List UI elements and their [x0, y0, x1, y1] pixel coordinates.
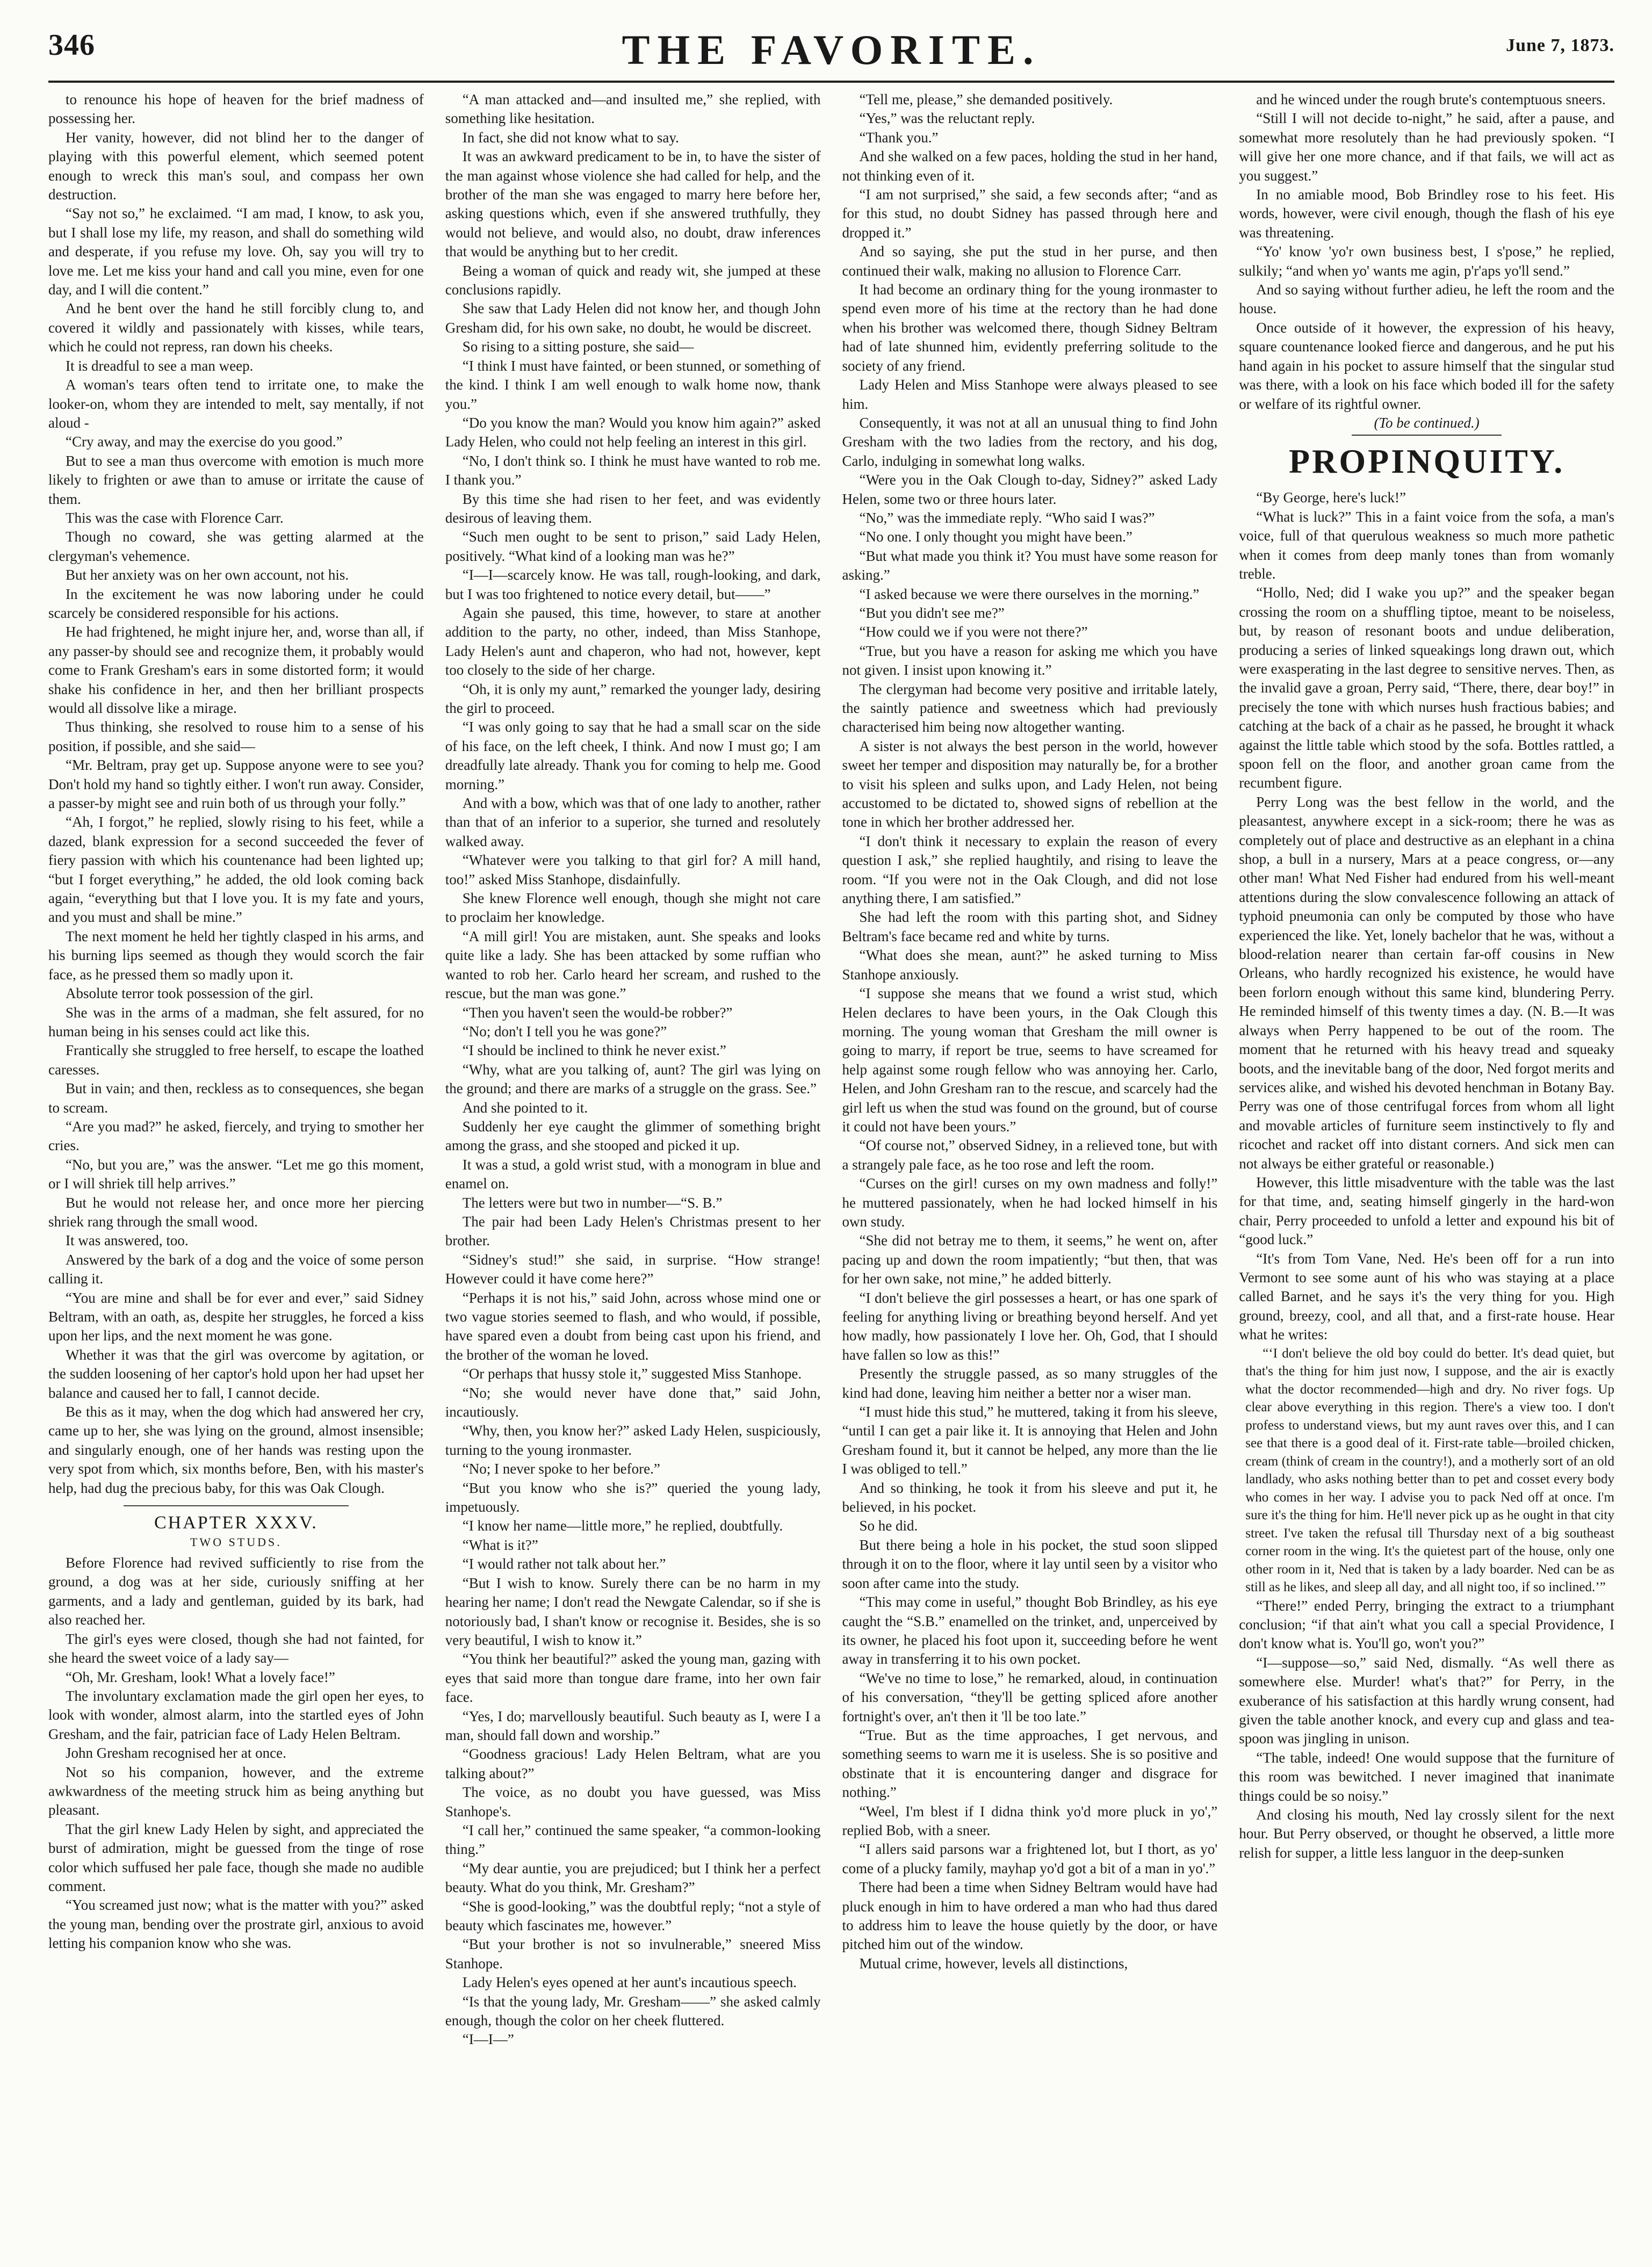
paragraph: By this time she had risen to her feet, and was evidently desirous of leaving them. [445, 490, 821, 526]
paragraph: “Ah, I forgot,” he replied, slowly rising to his feet, while a dazed, blank expression for a second succeeded the fever of fiery passion with which his countenance had been lighted up; “but I forget everything,” he added, the old look coming back again, “everything but that I love you. It is my fate and yours, and you must and shall be mine.” [48, 814, 424, 926]
paragraph: Frantically she struggled to free herself, to escape the loathed caresses. [48, 1042, 424, 1078]
paragraph: “I allers said parsons war a frightened lot, but I thort, as yo' come of a plucky family, mayhap yo'd got a bit of a man in yo'.” [842, 1841, 1218, 1876]
paragraph: “Tell me, please,” she demanded positively. [859, 91, 1113, 107]
paragraph: But to see a man thus overcome with emotion is much more likely to frighten or awe than to amuse or irritate the cause of them. [48, 452, 424, 507]
paragraph: “Why, what are you talking of, aunt? The girl was lying on the ground; and there are marks of a struggle on the grass. See.” [445, 1061, 821, 1097]
paragraph: The voice, as no doubt you have guessed, was Miss Stanhope's. [445, 1784, 821, 1820]
paragraph: “Mr. Beltram, pray get up. Suppose anyone were to see you? Don't hold my hand so tightly either. I won't run away. Consider, a passer-by might see and ruin both of us through your folly.” [48, 757, 424, 812]
chapter-title: CHAPTER XXXV. [154, 1513, 318, 1533]
paragraph: “A man attacked and—and insulted me,” she replied, with something like hesitation. [445, 91, 821, 127]
paragraph: “I was only going to say that he had a small scar on the side of his face, on the left cheek, I think. And now I must go; I am dreadfully late already. Thank you for coming to help me. Good morning.” [445, 719, 821, 792]
paragraph: And he bent over the hand he still forcibly clung to, and covered it wildly and passionately with kisses, while tears, which he could not repress, ran down his cheeks. [48, 300, 424, 355]
paragraph: “I call her,” continued the same speaker, “a common-looking thing.” [445, 1822, 821, 1858]
paragraph: Absolute terror took possession of the girl. [66, 985, 314, 1002]
paragraph: “I think I must have fainted, or been stunned, or something of the kind. I think I am well enough to walk home now, thank you.” [445, 357, 821, 412]
paragraph: “True, but you have a reason for asking me which you have not given. I insist upon knowing it.” [842, 642, 1218, 678]
column-2-text [445, 90, 821, 2049]
paragraph: “Yo' know 'yo'r own business best, I s'pose,” he replied, sulkily; “and when yo' wants me agin, p'r'aps yo'll send.” [1239, 243, 1614, 279]
paragraph: But he would not release her, and once more her piercing shriek rang through the small wood. [48, 1194, 424, 1230]
paragraph: “But you know who she is?” queried the young lady, impetuously. [445, 1479, 821, 1515]
paragraph: “This may come in useful,” thought Bob Brindley, as his eye caught the “S.B.” enamelled on the trinket, and, unperceived by its owner, he placed his foot upon it, succeeding before he went away in transferring it to his own pocket. [842, 1594, 1218, 1667]
paragraph: “You think her beautiful?” asked the young man, gazing with eyes that said more than tongue dare frame, into her own fair face. [445, 1651, 821, 1706]
issue-date: June 7, 1873. [1506, 35, 1614, 55]
paragraph: “Is that the young lady, Mr. Gresham——” she asked calmly enough, though the color on her cheek fluttered. [445, 1993, 821, 2029]
paragraph: Answered by the bark of a dog and the voice of some person calling it. [48, 1251, 424, 1287]
paragraph: He had frightened, he might injure her, and, worse than all, if any passer-by should see and recognize them, it probably would come to Frank Gresham's ears in some distorted form; it would shake his confidence in her, and then her brilliant prospects would all dissolve like a mirage. [48, 624, 424, 716]
paragraph: But her anxiety was on her own account, not his. [66, 567, 349, 583]
letter-paragraph: “‘I don't believe the old boy could do better. It's dead quiet, but that's the thing for him just now, I suppose, and the air is exactly what the doctor recommended—high and dry. No river fogs. Up clear above everything in this region. There's a view too. I don't profess to understand views, but my aunt raves over this, and I can see that there is a good deal of it. First-rate table—broiled chicken, cream (think of cream in the country!), and a motherly sort of an old landlady, who asks nothing better than to pet and cosset every body who comes in her way. I advise you to pack Ned off at once. I'm sure it's the thing for him. He'll never pick up as he ought in that city street. I've taken the refusal till Thursday next of a big southeast corner room in the wing. It's the quietest part of the house, only one other room in it, Ned that is taken by a lady boarder. Ned can be as still as he likes, and sleep all day, and all night too, if so inclined.’” [1245, 1346, 1614, 1595]
paragraph: “No; I never spoke to her before.” [462, 1461, 660, 1477]
paragraph: It is dreadful to see a man weep. [66, 357, 254, 374]
paragraph: In fact, she did not know what to say. [462, 129, 679, 146]
paragraph: And so thinking, he took it from his sleeve and put it, he believed, in his pocket. [842, 1479, 1218, 1515]
paragraph: “I—suppose—so,” said Ned, dismally. “As well there as somewhere else. Murder! what's that?” for Perry, in the exuberance of his satisfaction at this hardly wrung consent, had given the table another knock, and every cup and glass and tea-spoon was jingling in unison. [1239, 1654, 1614, 1747]
paragraph: “Say not so,” he exclaimed. “I am mad, I know, to ask you, but I shall lose my life, my reason, and shall do something wild and desperate, if you refuse my love. Oh, say you will try to love me. Let me kiss your hand and call you mine, even for one day, and I will die content.” [48, 205, 424, 298]
page-number: 346 [48, 28, 95, 62]
paragraph: “But what made you think it? You must have some reason for asking.” [842, 547, 1218, 583]
paragraph: “No, I don't think so. I think he must have wanted to rob me. I thank you.” [445, 452, 821, 488]
paragraph: “No,” was the immediate reply. “Who said I was?” [859, 509, 1155, 526]
paragraph: She was in the arms of a madman, she felt assured, for no human being in his senses could act like this. [48, 1004, 424, 1039]
paragraph: “I—I—” [462, 2031, 514, 2048]
paragraph: Thus thinking, she resolved to rouse him to a sense of his position, if possible, and she said— [48, 719, 424, 754]
paragraph: “Then you haven't seen the would-be robber?” [462, 1004, 733, 1021]
column-4 [1239, 90, 1614, 2250]
paragraph: The involuntary exclamation made the girl open her eyes, to look with wonder, almost alarm, into the startled eyes of John Gresham, and the fair, patrician face of Lady Helen Beltram. [48, 1687, 424, 1742]
paragraph: “But I wish to know. Surely there can be no harm in my hearing her name; I don't read the Newgate Calendar, so if she is notoriously bad, I shan't know or recognise it. Besides, she is so very beautiful, I wish to know it.” [445, 1575, 821, 1648]
paragraph: “Curses on the girl! curses on my own madness and folly!” he muttered passionately, when he had locked himself in his own study. [842, 1175, 1218, 1230]
paragraph: “Still I will not decide to-night,” he said, after a pause, and somewhat more resolutely than he had previously spoken. “I will give her one more chance, and if that fails, we will act as you suggest.” [1239, 110, 1614, 184]
paragraph: And with a bow, which was that of one lady to another, rather than that of an inferior to a superior, she turned and resolutely walked away. [445, 795, 821, 849]
paragraph: “I asked because we were there ourselves in the morning.” [859, 586, 1200, 602]
paragraph: Being a woman of quick and ready wit, she jumped at these conclusions rapidly. [445, 262, 821, 298]
paragraph: Mutual crime, however, levels all distinctions, [859, 1955, 1128, 1972]
paragraph: So he did. [859, 1518, 918, 1534]
paragraph: “Yes,” was the reluctant reply. [859, 110, 1035, 127]
paragraph: “Yes, I do; marvellously beautiful. Such beauty as I, were I a man, should fall down and worship.” [445, 1708, 821, 1743]
story-title: PROPINQUITY. [1289, 442, 1565, 481]
paragraph: Before Florence had revived sufficiently to rise from the ground, a dog was at her side, curiously sniffing at her garments, and a lady and gentleman, guided by its bark, had also reached her. [48, 1555, 424, 1628]
paragraph: “I suppose she means that we found a wrist stud, which Helen declares to have been yours, in the Oak Clough this morning. The young woman that Gresham the mill owner is going to marry, if report be true, seems to have screamed for help against some rough fellow who was annoying her. Carlo, Helen, and John Gresham ran to the rescue, and scarcely had the girl left us when the stud was found on the ground, but of course it could not have been yours.” [842, 985, 1218, 1135]
paragraph: Again she paused, this time, however, to stare at another addition to the party, no other, indeed, than Miss Stanhope, Lady Helen's aunt and chaperon, who had not, however, kept too closely to the side of her charge. [445, 604, 821, 678]
newspaper-title: THE FAVORITE. [622, 26, 1041, 73]
paragraph: “Or perhaps that hussy stole it,” suggested Miss Stanhope. [462, 1366, 802, 1382]
paragraph: and he winced under the rough brute's contemptuous sneers. [1256, 91, 1606, 107]
paragraph: In no amiable mood, Bob Brindley rose to his feet. His words, however, were civil enough, though the flash of his eye was threatening. [1239, 186, 1614, 241]
paragraph: “No; don't I tell you he was gone?” [462, 1023, 667, 1039]
paragraph: Her vanity, however, did not blind her to the danger of playing with this powerful element, which seemed potent enough to wreck this man's soul, and compass her own destruction. [48, 129, 424, 203]
paragraph: Presently the struggle passed, as so many struggles of the kind had done, leaving him neither a better nor a wiser man. [842, 1366, 1218, 1401]
paragraph: “Such men ought to be sent to prison,” said Lady Helen, positively. “What kind of a looking man was he?” [445, 529, 821, 564]
paragraph: “No, but you are,” was the answer. “Let me go this moment, or I will shriek till help arrives.” [48, 1156, 424, 1192]
paragraph: “What does she mean, aunt?” he asked turning to Miss Stanhope anxiously. [842, 947, 1218, 983]
paragraph: “Why, then, you know her?” asked Lady Helen, suspiciously, turning to the young ironmaster. [445, 1423, 821, 1458]
paragraph: A sister is not always the best person in the world, however sweet her temper and disposition may naturally be, for a brother to visit his spleen and sulks upon, and Lady Helen, not being accustomed to be dictated to, showed signs of rebellion at the tone in which her brother addressed her. [842, 738, 1218, 831]
chapter-subtitle: TWO STUDS. [190, 1535, 282, 1549]
paragraph: Suddenly her eye caught the glimmer of something bright among the grass, and she stooped and picked it up. [445, 1118, 821, 1154]
paragraph: “Goodness gracious! Lady Helen Beltram, what are you talking about?” [445, 1746, 821, 1781]
paragraph: “Sidney's stud!” she said, in surprise. “How strange! However could it have come here?” [445, 1251, 821, 1287]
to-be-continued-note: (To be continued.) [1374, 414, 1480, 431]
paragraph: Once outside of it however, the expression of his heavy, square countenance looked fierce and dangerous, and he put his hand again in his pocket to assure himself that the singular stud was there, with a look on his face which boded ill for the safety or welfare of its rightful owner. [1239, 319, 1614, 412]
paragraph: “Of course not,” observed Sidney, in a relieved tone, but with a strangely pale face, as he too rose and left the room. [842, 1137, 1218, 1173]
paragraph: And closing his mouth, Ned lay crossly silent for the next hour. But Perry observed, or thought he observed, a little more relish for supper, a little less languor in the deep-sunken [1239, 1807, 1614, 1861]
paragraph: “No one. I only thought you might have been.” [859, 529, 1132, 545]
story-continuation [48, 90, 424, 1498]
paragraph: “I must hide this stud,” he muttered, taking it from his sleeve, “until I can get a pair like it. It is annoying that Helen and John Gresham found it, but it cannot be helped, any more than the lie I was obliged to tell.” [842, 1404, 1218, 1477]
paragraph: She knew Florence well enough, though she might not care to proclaim her knowledge. [445, 890, 821, 926]
paragraph: It was an awkward predicament to be in, to have the sister of the man against whose violence she had called for help, and the brother of the man she was engaged to marry here before her, asking questions which, even if she answered truthfully, they would not believe, and would also, no doubt, draw inferences that would be anything but to her credit. [445, 148, 821, 260]
paragraph: There had been a time when Sidney Beltram would have had pluck enough in him to have ordered a man who had thus dared to address him to leave the house quietly by the door, or have pitched him out of the window. [842, 1879, 1218, 1953]
paragraph: “I should be inclined to think he never exist.” [462, 1042, 726, 1059]
chapter-rule [124, 1505, 349, 1506]
paragraph: “I don't believe the girl possesses a heart, or has one spark of feeling for anything living or breathing beyond herself. And yet how madly, how passionately I love her. Oh, God, that I should have fallen so low as this!” [842, 1289, 1218, 1363]
paragraph: Though no coward, she was getting alarmed at the clergyman's vehemence. [48, 529, 424, 564]
paragraph: “Oh, it is only my aunt,” remarked the younger lady, desiring the girl to proceed. [445, 681, 821, 716]
paragraph: “How could we if you were not there?” [859, 624, 1088, 640]
paragraph: “Hollo, Ned; did I wake you up?” and the speaker began crossing the room on a shuffling tiptoe, meant to be noiseless, but, by reason of resonant boots and undue deliberation, producing a series of linked squeakings long drawn out, which were exasperating in the last degree to sensitive nerves. Then, as the invalid gave a groan, Perry said, “There, there, dear boy!” in precisely the tone with which nurses hush fractious babies; and catching at the back of a chair as he passed, he brought it whack against the little table which stood by the sofa. Bottles rattled, a spoon fell on the floor, and another groan came from the recumbent figure. [1239, 584, 1614, 791]
paragraph: “My dear auntie, you are prejudiced; but I think her a perfect beauty. What do you think, Mr. Gresham?” [445, 1860, 821, 1896]
paragraph: “You are mine and shall be for ever and ever,” said Sidney Beltram, with an oath, as, despite her struggles, he forced a kiss upon her lips, and the next moment he was gone. [48, 1289, 424, 1344]
paragraph: But in vain; and then, reckless as to consequences, she began to scream. [48, 1080, 424, 1116]
paragraph: “I don't think it necessary to explain the reason of every question I ask,” she replied haughtily, and rising to leave the room. “If you were not in the Oak Clough, and did not lose anything there, I am satisfied.” [842, 833, 1218, 907]
story-text-continued [1239, 1597, 1614, 1863]
paragraph: And she pointed to it. [462, 1099, 588, 1116]
paragraph: And she walked on a few paces, holding the stud in her hand, not thinking even of it. [842, 148, 1218, 184]
paragraph: Whether it was that the girl was overcome by agitation, or the sudden loosening of her captor's hold upon her had upset her balance and caused her to fall, I cannot decide. [48, 1346, 424, 1401]
paragraph: And so saying, she put the stud in her purse, and then continued their walk, making no allusion to Florence Carr. [842, 243, 1218, 279]
paragraph: “I am not surprised,” she said, a few seconds after; “and as for this stud, no doubt Sidney has passed through here and dropped it.” [842, 186, 1218, 241]
paragraph: That the girl knew Lady Helen by sight, and appreciated the burst of admiration, might be guessed from the tinge of rose color which suffused her pale face, though she made no audible comment. [48, 1821, 424, 1894]
paragraph: But there being a hole in his pocket, the stud soon slipped through it on to the floor, where it lay until seen by a visitor who soon after came into the study. [842, 1536, 1218, 1591]
paragraph: The letters were but two in number—“S. B.” [462, 1194, 723, 1211]
paragraph: It was a stud, a gold wrist stud, with a monogram in blue and enamel on. [445, 1156, 821, 1192]
masthead [48, 26, 1614, 73]
paragraph: The pair had been Lady Helen's Christmas present to her brother. [445, 1213, 821, 1249]
paragraph: “By George, here's luck!” [1256, 489, 1406, 506]
column-3-text [842, 90, 1218, 1973]
column-1 [48, 90, 424, 2250]
paragraph: The next moment he held her tightly clasped in his arms, and his burning lips seemed as though they would scorch the fair face, as he pressed them so madly upon it. [48, 928, 424, 983]
paragraph: However, this little misadventure with the table was the last for that time, and, seating himself gingerly in the hard-won chair, Perry proceeded to unfold a letter and expound his bit of “good luck.” [1239, 1174, 1614, 1248]
paragraph: “What is it?” [462, 1536, 538, 1553]
paragraph: “But you didn't see me?” [859, 604, 1005, 621]
paragraph: Not so his companion, however, and the extreme awkwardness of the meeting struck him as being anything but pleasant. [48, 1764, 424, 1818]
paragraph: So rising to a sitting posture, she said— [462, 338, 694, 355]
paragraph: to renounce his hope of heaven for the brief madness of possessing her. [48, 91, 424, 127]
story-rule [1352, 435, 1502, 436]
paragraph: And so saying without further adieu, he left the room and the house. [1239, 281, 1614, 317]
paragraph: “Oh, Mr. Gresham, look! What a lovely face!” [66, 1669, 335, 1685]
paragraph: It had become an ordinary thing for the young ironmaster to spend even more of his time at the rectory than he had done when his brother was welcomed there, though Sidney Beltram had of late shunned him, evidently preferring solitude to the society of any friend. [842, 281, 1218, 374]
paragraph: “Do you know the man? Would you know him again?” asked Lady Helen, who could not help feeling an interest in this girl. [445, 414, 821, 450]
paragraph: “Were you in the Oak Clough to-day, Sidney?” asked Lady Helen, some two or three hours later. [842, 472, 1218, 507]
paragraph: “I—I—scarcely know. He was tall, rough-looking, and dark, but I was too frightened to notice every detail, but——” [445, 567, 821, 602]
paragraph: “We've no time to lose,” he remarked, aloud, in continuation of his conversation, “they'll be getting spliced afore another fortnight's over, an't then it 'll be too late.” [842, 1670, 1218, 1724]
paragraph: The girl's eyes were closed, though she had not fainted, for she heard the sweet voice of a lady say— [48, 1630, 424, 1666]
column-2 [445, 90, 821, 2250]
chapter-heading [48, 1505, 424, 1550]
column-4-text [1239, 90, 1614, 414]
paragraph: “Thank you.” [859, 129, 939, 146]
paragraph: Perry Long was the best fellow in the world, and the pleasantest, anywhere except in a sick-room; there he was as completely out of place and destructive as an elephant in a china shop, a bull in a nursery, Mars at a peace congress, or—any other man! What Ned Fisher had endured from his well-meant attentions during the slow convalescence following an attack of typhoid pneumonia can only be computed by those who have experienced the like. Yet, lonely bachelor that he was, without a blood-relation nearer than certain far-off cousins in New Orleans, who hardly recognized his existence, he would have been forlorn enough without this same kind, blundering Perry. He reminded himself of this twenty times a day. (N. B.—It was always when Perry happened to be out of the room. The moment that he returned with his heavy tread and squeaky boots, and the inevitable bang of the door, Ned forgot merits and services alike, and wished his devoted henchman in Botany Bay. Perry was one of those centrifugal forces from whom all light and movable articles of furniture seem instinctively to fly and ricochet and racket off into distant corners. And sick men can not always be either grateful or reasonable.) [1239, 793, 1614, 1172]
paragraph: “She is good-looking,” was the doubtful reply; “not a style of beauty which fascinates me, however.” [445, 1898, 821, 1933]
chapter-text [48, 1554, 424, 1953]
column-3 [842, 90, 1218, 2250]
paragraph: “I would rather not talk about her.” [462, 1556, 666, 1572]
paragraph: It was answered, too. [66, 1232, 189, 1249]
paragraph: “The table, indeed! One would suppose that the furniture of this room was bewitched. I never imagined that inanimate things could be so noisy.” [1239, 1749, 1614, 1804]
quoted-letter [1239, 1345, 1614, 1597]
paragraph: “Are you mad?” he asked, fiercely, and trying to smother her cries. [48, 1118, 424, 1154]
paragraph: She had left the room with this parting shot, and Sidney Beltram's face became red and white by turns. [842, 909, 1218, 944]
paragraph: “Weel, I'm blest if I didna think yo'd more pluck in yo',” replied Bob, with a sneer. [842, 1803, 1218, 1838]
header-rule [48, 81, 1614, 83]
paragraph: The clergyman had become very positive and irritable lately, the saintly patience and sweetness which had previously characterised him being now altogether wanting. [842, 681, 1218, 735]
paragraph: “It's from Tom Vane, Ned. He's been off for a run into Vermont to see some aunt of his who was staying at a place called Barnet, and he says it's the very thing for you. High ground, breezy, cool, and all that, and a first-rate house. Hear what he writes: [1239, 1250, 1614, 1343]
paragraph: Lady Helen's eyes opened at her aunt's incautious speech. [462, 1974, 797, 1991]
paragraph: “Cry away, and may the exercise do you good.” [66, 434, 343, 450]
paragraph: “I know her name—little more,” he replied, doubtfully. [462, 1518, 783, 1534]
text-columns [48, 90, 1614, 2250]
paragraph: “There!” ended Perry, bringing the extract to a triumphant conclusion; “if that ain't what you call a special Providence, I don't know what is. You'll go, won't you?” [1239, 1597, 1614, 1652]
paragraph: “She did not betray me to them, it seems,” he went on, after pacing up and down the room impatiently; “but then, that was for her own sake, not mine,” he added bitterly. [842, 1232, 1218, 1287]
paragraph: John Gresham recognised her at once. [66, 1745, 286, 1761]
paragraph: “You screamed just now; what is the matter with you?” asked the young man, bending over the prostrate girl, anxious to avoid letting his companion know who she was. [48, 1897, 424, 1952]
paragraph: She saw that Lady Helen did not know her, and though John Gresham did, for his own sake, no doubt, he would be discreet. [445, 300, 821, 336]
paragraph: “What is luck?” This in a faint voice from the sofa, a man's voice, full of that querulous weakness so much more pathetic when it comes from deep manly tones than from womanly treble. [1239, 508, 1614, 582]
paragraph: A woman's tears often tend to irritate one, to make the looker-on, whom they are intended to melt, say mentally, if not aloud - [48, 377, 424, 431]
paragraph: Lady Helen and Miss Stanhope were always pleased to see him. [842, 377, 1218, 412]
paragraph: “Whatever were you talking to that girl for? A mill hand, too!” asked Miss Stanhope, disdainfully. [445, 852, 821, 887]
paragraph: In the excitement he was now laboring under he could scarcely be considered responsible for his actions. [48, 586, 424, 621]
paragraph: “Perhaps it is not his,” said John, across whose mind one or two vague stories seemed to flash, and who would, if possible, have spared even a doubt from being cast upon his friend, and the brother of the woman he loved. [445, 1289, 821, 1363]
paragraph: “No; she would never have done that,” said John, incautiously. [445, 1384, 821, 1420]
paragraph: Be this as it may, when the dog which had answered her cry, came up to her, she was lying on the ground, almost insensible; and singularly enough, one of her hands was resting upon the very spot from which, six months before, Ben, with his master's help, had dug the precious baby, for this was Oak Clough. [48, 1404, 424, 1496]
paragraph: Consequently, it was not at all an unusual thing to find John Gresham with the two ladies from the rectory, and his dog, Carlo, indulging in somewhat long walks. [842, 414, 1218, 469]
paragraph: “True. But as the time approaches, I get nervous, and something seems to warn me it is useless. She is so positive and obstinate that it is encountering danger and disgrace for nothing.” [842, 1727, 1218, 1801]
paragraph: “A mill girl! You are mistaken, aunt. She speaks and looks quite like a lady. She has been attacked by some ruffian who wanted to rob her. Carlo heard her scream, and rushed to the rescue, but the man was gone.” [445, 928, 821, 1002]
paragraph: This was the case with Florence Carr. [66, 509, 284, 526]
paragraph: “But your brother is not so invulnerable,” sneered Miss Stanhope. [445, 1936, 821, 1972]
story-text [1239, 488, 1614, 1344]
